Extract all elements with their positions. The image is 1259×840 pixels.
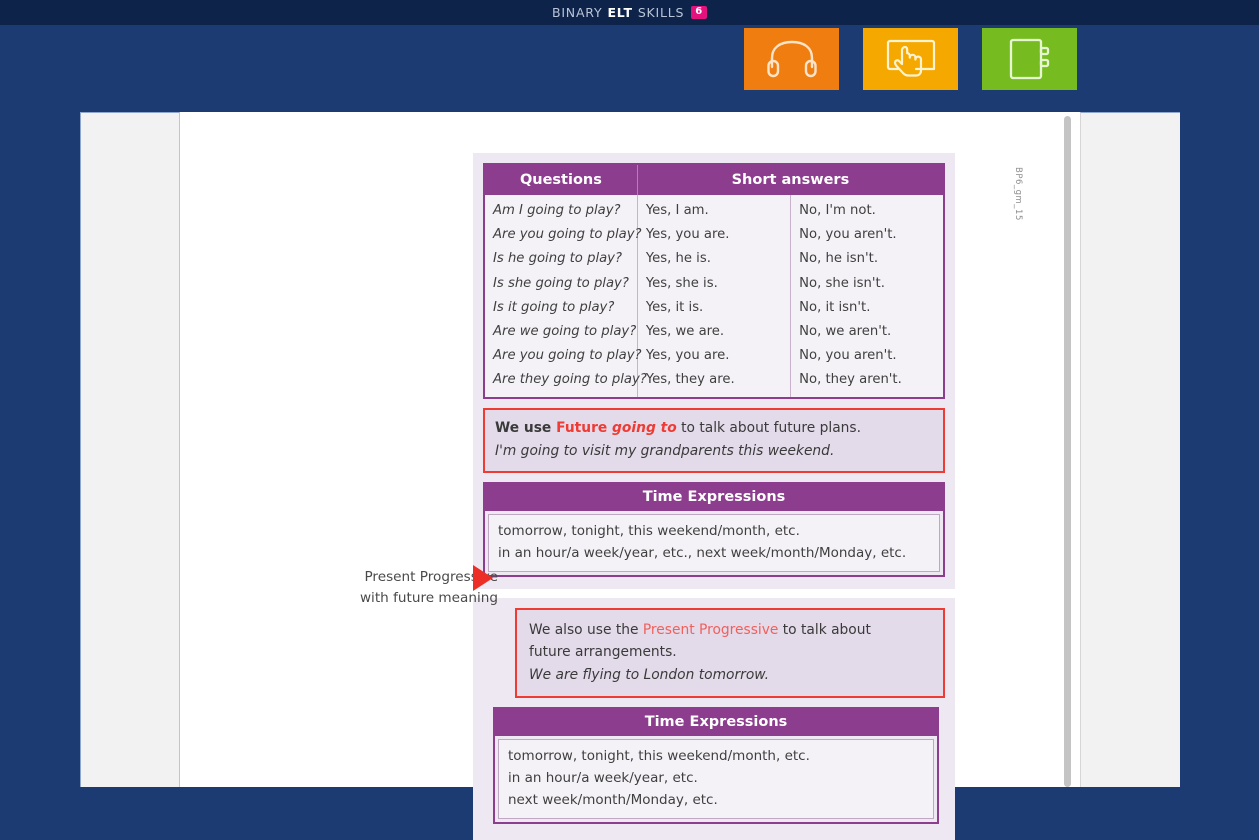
cell-no-answer: No, you aren't. — [791, 344, 944, 368]
time-expression-line-2: in an hour/a week/year, etc. — [508, 770, 698, 787]
cell-question: Is he going to play? — [484, 247, 637, 271]
cell-yes-answer: Yes, she is. — [637, 272, 790, 296]
cell-yes-answer: Yes, we are. — [637, 320, 790, 344]
note2-example: We are flying to London tomorrow. — [529, 666, 770, 683]
notebook-button[interactable] — [982, 28, 1077, 90]
note1-example: I'm going to visit my grandparents this weekend. — [495, 442, 835, 459]
time-expressions-body-2 — [498, 739, 934, 819]
page-reference-code: BP6_gm_15 — [1013, 167, 1023, 221]
time-expressions-box-2 — [493, 707, 939, 824]
table-row — [484, 296, 944, 320]
note2-tail: to talk about — [778, 621, 871, 638]
interactive-button[interactable] — [863, 28, 958, 90]
top-brand-bar — [0, 0, 1259, 25]
note-present-progressive — [515, 608, 945, 699]
cell-question: Is it going to play? — [484, 296, 637, 320]
note-future-going-to — [483, 408, 945, 473]
note-line-1 — [495, 417, 933, 440]
reader-stage — [80, 112, 1180, 809]
note1-highlight-italic: going to — [612, 419, 677, 436]
cell-no-answer: No, you aren't. — [791, 223, 944, 247]
section-label-line-2: with future meaning — [359, 590, 498, 606]
time-expression-line-1: tomorrow, tonight, this weekend/month, etc. — [508, 748, 810, 765]
cell-no-answer: No, she isn't. — [791, 272, 944, 296]
cell-no-answer: No, I'm not. — [791, 195, 944, 223]
note2-line-1 — [529, 619, 931, 642]
cell-yes-answer: Yes, it is. — [637, 296, 790, 320]
cell-yes-answer: Yes, they are. — [637, 368, 790, 397]
cell-question: Am I going to play? — [484, 195, 637, 223]
note2-line-2: future arrangements. — [529, 644, 677, 661]
audio-button[interactable] — [744, 28, 839, 90]
section-label-line-1: Present Progressive — [364, 569, 498, 585]
table-body — [484, 195, 944, 398]
note1-highlight-plain: Future — [556, 419, 613, 436]
table-row — [484, 272, 944, 296]
cell-question: Are you going to play? — [484, 223, 637, 247]
table-row — [484, 247, 944, 271]
table-header-row — [484, 164, 944, 195]
section-label-present-progressive — [308, 567, 498, 609]
cell-question: Are you going to play? — [484, 344, 637, 368]
note2-lead: We also use the — [529, 621, 643, 638]
table-row — [484, 368, 944, 397]
brand-logo — [552, 5, 707, 20]
cell-question: Is she going to play? — [484, 272, 637, 296]
brand-text-elt: ELT — [607, 5, 633, 20]
time-expression-line-1: tomorrow, tonight, this weekend/month, etc. — [498, 522, 800, 539]
cell-yes-answer: Yes, he is. — [637, 247, 790, 271]
column-header-questions: Questions — [484, 164, 637, 195]
cell-question: Are they going to play? — [484, 368, 637, 397]
hand-touch-icon — [886, 38, 936, 80]
time-expressions-body-1 — [488, 514, 940, 572]
level-badge: 6 — [691, 6, 707, 19]
lesson-page — [473, 153, 955, 840]
cell-no-answer: No, we aren't. — [791, 320, 944, 344]
grammar-card-present-progressive — [473, 598, 955, 840]
time-expressions-title-1: Time Expressions — [485, 484, 943, 511]
cell-no-answer: No, they aren't. — [791, 368, 944, 397]
cell-no-answer: No, it isn't. — [791, 296, 944, 320]
grammar-card-going-to — [473, 153, 955, 589]
time-expression-line-2: in an hour/a week/year, etc., next week/month/Monday, etc. — [498, 544, 907, 561]
brand-text-binary: BINARY — [551, 5, 603, 20]
table-row — [484, 320, 944, 344]
note1-lead: We use — [495, 419, 557, 436]
cell-yes-answer: Yes, you are. — [637, 223, 790, 247]
table-row — [484, 344, 944, 368]
time-expressions-box-1 — [483, 482, 945, 577]
note1-tail: to talk about future plans. — [676, 419, 861, 436]
vertical-scrollbar[interactable] — [1064, 116, 1071, 787]
toolbar — [744, 28, 1077, 90]
cell-question: Are we going to play? — [484, 320, 637, 344]
cell-no-answer: No, he isn't. — [791, 247, 944, 271]
left-margin-panel — [80, 112, 180, 787]
right-margin-panel — [1080, 112, 1180, 787]
table-row — [484, 195, 944, 223]
cell-yes-answer: Yes, I am. — [637, 195, 790, 223]
headphones-icon — [765, 39, 819, 79]
red-triangle-pointer-icon — [473, 565, 493, 591]
cell-yes-answer: Yes, you are. — [637, 344, 790, 368]
table-row — [484, 223, 944, 247]
note2-highlight: Present Progressive — [642, 621, 779, 638]
time-expressions-title-2: Time Expressions — [495, 709, 937, 736]
column-header-short-answers: Short answers — [637, 164, 944, 195]
questions-answers-table — [483, 163, 945, 399]
time-expression-line-3: next week/month/Monday, etc. — [508, 792, 718, 809]
brand-text-skills: SKILLS — [637, 5, 685, 20]
notebook-icon — [1008, 37, 1052, 81]
